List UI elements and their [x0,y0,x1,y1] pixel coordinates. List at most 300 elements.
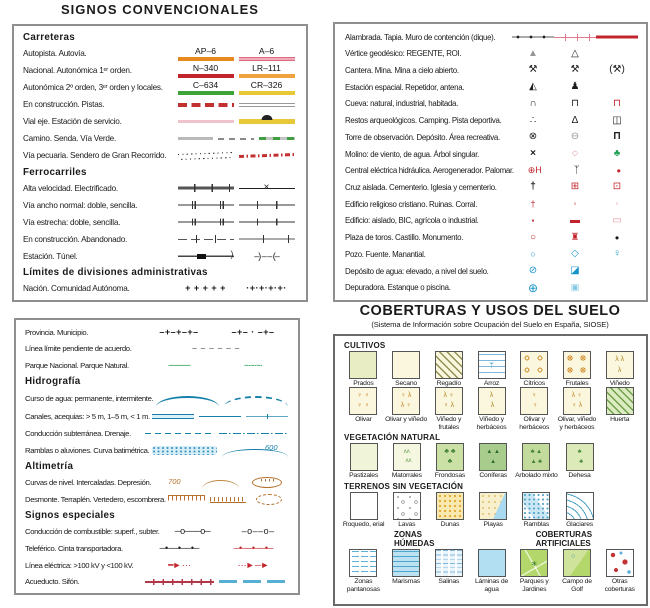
coverage-cell [342,351,385,387]
edificio-aislado-symbol: ▪ [531,216,535,226]
legend-row [23,282,297,296]
coverages-subtitle: (Sistema de Información sobre Ocupación del Suelo en España, SIOSE) [371,320,609,329]
legend-label: Nacional. Autonómica 1ᵉʳ orden. [23,66,132,76]
legend-row [25,525,290,539]
palomar-symbol: ● [616,166,622,175]
legend-symbols [175,218,297,226]
coverage-tile-row [342,351,641,387]
legend-row [25,426,290,440]
muro-icon [596,34,638,40]
tile-secano-swatch [392,351,420,379]
edificio-religioso-symbol: † [530,198,536,209]
tile-label: Roquedo, erial [342,520,385,528]
tile-label: Olivar [355,416,372,424]
legend-symbols [175,64,297,78]
road-a-symbol [239,47,295,61]
restos-arqueologicos-symbol: ∴ [529,114,537,126]
legend-symbols [175,47,297,61]
road-ap-symbol [178,47,234,61]
cond-subt-symbol [145,433,214,435]
senda-symbol [218,138,254,140]
corral-symbol: ▫ [615,199,619,209]
tile-label: Cítricos [523,380,545,387]
tile-ramblas-swatch [522,492,550,520]
servicio-icon [239,119,295,124]
pecuaria-symbol [178,152,234,160]
coverage-cell [342,387,385,431]
legend-row [23,64,297,78]
tapia-symbol [554,34,596,41]
road-number-label: AP–6 [194,45,217,56]
lim-ca-symbol: ·+·+·+·+· [246,283,287,294]
road-cr-symbol [239,81,295,95]
tile-label: Frondosas [434,472,466,480]
legend-row [345,180,638,194]
tile-pastizales-swatch [350,443,378,471]
ffcc-sencilla-e-icon [239,219,295,226]
tile-otras-swatch [606,549,634,577]
legend-symbols [166,494,290,505]
road-n-symbol [178,64,234,78]
legend-symbols [512,249,638,259]
terraplen-symbol [210,495,246,503]
ffcc-constr-icon [178,235,234,243]
curva-inter-symbol [200,476,241,489]
legend-row [25,342,290,356]
legend-row [345,30,638,44]
legend-label: Vía pecuaria. Sendero de Gran Recorrido. [23,151,167,161]
manantial-symbol: ♀ [613,248,621,260]
camping-symbol: Δ [571,114,579,126]
teleferico-symbol: ─•──•──•─ [159,542,199,553]
legend-symbols [175,201,297,209]
tile-olivar-herb-swatch [520,387,548,415]
legend-row [25,475,290,489]
tile-huerta-swatch [606,387,634,415]
legend-row [25,391,290,407]
legend-label: Depósito de agua: elevado, a nivel del suelo. [345,266,489,276]
torre-observacion-symbol: ⊗ [528,131,538,143]
road-number-label: C–634 [192,79,219,90]
molino-agua-symbol: ◌ [572,148,578,160]
legend-symbols [153,391,290,407]
coverage-cell [470,549,513,593]
legend-label: Ramblas o aluviones. Curva batimétrica. [25,445,150,455]
mina-symbol: ⚒ [570,64,580,76]
vertice-regente-symbol: ▲ [528,47,538,59]
legend-symbols [142,433,290,435]
section-header: Signos especiales [25,509,116,521]
legend-row [345,147,638,161]
mina-cielo-symbol: (⚒) [609,64,625,76]
estanque-piscina-symbol: ▣ [570,282,580,293]
ffcc-doble-icon [178,201,234,209]
legend-row [23,232,297,246]
tile-label: Salinas [438,578,460,586]
deposito-symbol: ⊖ [570,131,580,143]
coverage-cell [513,387,556,431]
curva-nivel-symbol [154,477,195,487]
tile-prados-swatch [349,351,377,379]
legend-row [23,98,297,112]
vertedero-icon [256,494,282,505]
coverages-title-block [330,303,650,329]
legend-symbols [512,82,638,92]
canal5-icon [152,414,194,419]
coverage-cell [556,351,599,387]
tile-label: Coníferas [479,472,507,480]
coverage-cell [428,443,471,479]
tile-label: Zonas pantanosas [346,578,380,593]
legend-label: Conducción de combustible: superf., subter. [25,527,160,537]
pista-icon [239,103,295,108]
legend-label: Vértice geodésico: REGENTE, ROI. [345,49,462,59]
ffcc-sencilla-symbol [239,201,295,209]
coverage-cell [472,443,515,479]
legend-row [25,410,290,424]
legend-row [345,164,638,178]
legend-row [23,132,297,146]
panel-hidrografia-altimetria [14,318,300,595]
coverage-cell [427,549,470,593]
legend-label: Plaza de toros. Castillo. Monumento. [345,233,464,243]
coverage-cell [515,443,558,479]
section-header: Ferrocarriles [23,166,87,178]
tile-laminas-swatch [478,549,506,577]
linea-electrica-baja-symbol: ⋯► ─► [237,559,269,570]
legend-label: Teleférico. Cinta transportadora. [25,543,123,553]
ffcc-doble-e-symbol [178,218,234,226]
legend-symbols [175,184,297,192]
parque-natural-symbol: --·--·--· [244,359,262,370]
legend-label: Torre de observación. Depósito. Área recreativa. [345,132,500,142]
gr-icon [238,153,294,158]
tile-glaciares-swatch [566,492,594,520]
road-cr [239,81,295,95]
legend-label: Conducción subterránea. Drenaje. [25,428,131,438]
combustible-sup-symbol: ─o───o─ [174,526,210,537]
ffcc-estacion-symbol [178,252,234,260]
coverage-cell [342,443,385,479]
legend-symbols [175,81,297,95]
tile-label: Dunas [440,520,460,528]
tile-label: Secano [395,380,417,387]
ffcc-tunel-symbol: –) – – (– [254,250,279,261]
legend-row [23,198,297,212]
legend-row [25,541,290,555]
legend-row [25,358,290,372]
road-a [239,47,295,61]
coverage-cell [342,549,385,593]
terraplen-icon [210,495,246,503]
road-c-symbol [178,81,234,95]
tile-olivar-swatch [349,387,377,415]
legend-label: Alta velocidad. Electrificado. [23,183,118,193]
pista-symbol [239,103,295,108]
coverage-tile-row [342,549,641,593]
road-number-label: CR–326 [250,79,283,90]
tile-label: Olivar, viñedo y herbáceos [557,416,597,431]
road-c [178,81,234,95]
desmonte-symbol [168,495,204,503]
tile-label: Marismas [392,578,420,586]
legend-row [25,558,290,572]
tile-label: Olivar y herbáceos [519,416,550,431]
legend-symbols [142,361,290,370]
legend-symbols [175,252,297,261]
tile-pantanosas-swatch [349,549,377,577]
ruinas-symbol: ▫ [573,199,577,209]
legend-symbols [512,49,638,59]
canal1-symbol [246,416,288,417]
coverage-tile-row [342,492,641,528]
legend-row [345,63,638,77]
legend-symbols [512,116,638,126]
ffcc-av-icon [178,184,234,192]
road-number-label: N–340 [192,62,219,73]
legend-symbols [512,149,638,159]
canal1-icon [246,416,288,417]
legend-label: Desmonte. Terraplén. Vertedero, escombrera. [25,494,166,504]
ffcc-sencilla-icon [239,201,295,209]
legend-row [345,231,638,245]
pozo-symbol: ○ [530,248,536,259]
tile-label: Frutales [565,380,589,387]
ffcc-elec-symbol [239,184,295,192]
tile-frutales-swatch [563,351,591,379]
road-cr-bar-icon [239,91,295,96]
legend-label: Vía estrecha: doble, sencilla. [23,217,121,227]
tile-label: Otras coberturas [604,578,635,593]
tile-label: Arbolado mixto [515,472,558,480]
legend-symbols [512,34,638,41]
parque-nacional-symbol: ----------- [168,359,190,370]
legend-symbols [512,282,638,294]
road-number-label: A–6 [258,45,275,56]
camino-symbol [178,137,214,140]
coverage-cell [385,351,428,387]
legend-row [25,325,290,339]
legend-symbols [175,137,297,140]
tile-label: Olivar y viñedo [385,416,428,424]
alambrada-icon [512,34,554,40]
vertice-roi-symbol: △ [571,47,579,59]
castillo-symbol: ♜ [570,231,580,243]
coverage-cell [385,443,428,479]
coverage-cell [556,387,599,431]
coverage-cell [427,387,470,431]
monumento-symbol: ● [614,232,620,242]
coverage-cell [385,492,428,528]
coverage-cell [558,443,601,479]
vertedero-symbol [251,494,287,505]
tile-label: Playas [483,520,503,528]
molino-viento-symbol: × [530,148,536,160]
curva-nivel-icon [154,477,195,487]
coverage-cell [385,549,428,593]
servicio-symbol [239,119,295,124]
senda-icon [218,138,254,140]
batimetrica-symbol [222,444,287,457]
panel-simbolos-puntuales [333,22,648,302]
depuradora-symbol: ⊕ [527,280,539,295]
legend-row [345,114,638,128]
coverage-section-header: TERRENOS SIN VEGETACIÓN [344,481,464,491]
coverage-cell [470,387,513,431]
coverage-cell [513,351,556,387]
tile-vinedo-swatch [606,351,634,379]
tile-label: Arroz [483,380,500,387]
coverages-title: COBERTURAS Y USOS DEL SUELO [359,303,621,319]
legend-row [23,249,297,263]
fuente-symbol: ◇ [571,248,579,260]
section-header: Altimetría [25,460,74,472]
cueva-industrial-symbol: ⊓ [571,97,579,109]
legend-row [23,47,297,61]
legend-row [345,130,638,144]
legend-symbols [160,527,290,536]
legend-row [345,281,638,295]
edificio-agricola-symbol: ▭ [612,214,622,226]
plaza-toros-symbol: ○ [529,231,537,243]
road-lr [239,64,295,78]
legend-label: Pozo. Fuente. Manantial. [345,249,426,259]
legend-label: Línea eléctrica: >100 kV y <100 kV. [25,560,134,570]
construccion-symbol [178,103,234,108]
vial-eje-symbol [178,120,234,123]
tile-coniferas-swatch [479,443,507,471]
legend-symbols [175,284,297,293]
legend-label: Provincia. Municipio. [25,327,89,337]
tile-label: Parques y Jardines [519,578,549,593]
central-hidraulica-symbol: ⊕H [527,165,542,176]
tapia-icon [554,34,596,41]
legend-row [23,181,297,195]
canal15-icon [199,416,241,418]
legend-row [23,149,297,163]
cueva-habitada-symbol: ⊓ [613,97,621,109]
coverage-cell [427,351,470,387]
road-n-bar-icon [178,74,234,79]
canal5-symbol [152,414,194,419]
legend-row [345,47,638,61]
tile-frondosas-swatch [436,443,464,471]
legend-symbols [175,235,297,243]
coverage-section-header: COBERTURAS ARTIFICIALES [535,530,593,549]
legend-symbols [512,99,638,109]
ffcc-doble-symbol [178,201,234,209]
cementerio-symbol: ⊞ [570,181,580,193]
panel-coberturas-suelo [333,334,648,606]
cruz-aislada-symbol: † [530,181,536,193]
cond-subt-icon [145,433,214,435]
tile-label: Pastizales [349,472,379,480]
legend-label: Acueducto. Sifón. [25,577,80,587]
road-a-bar-icon [239,57,295,62]
coverage-cell [556,549,599,593]
coverage-cell [598,387,641,431]
ffcc-doble-e-icon [178,219,234,226]
acueducto-symbol [145,579,214,585]
legend-label: Edificio religioso cristiano. Ruinas. Corral. [345,199,478,209]
coverage-section-header: CULTIVOS [344,341,386,350]
coverage-cell [515,492,558,528]
via-verde-icon [259,137,295,140]
tile-arbolado-swatch [522,443,550,471]
ramblas-sym-icon [152,446,217,455]
coverage-cell [472,492,515,528]
road-ap-bar-icon [178,57,234,62]
tile-vinedo-frutales-swatch [435,387,463,415]
coverage-cell [342,492,385,528]
arbol-singular-symbol: ♣ [613,148,621,160]
ffcc-estacion-icon [178,252,234,260]
legend-label: Molino: de viento, de agua. Árbol singular. [345,149,480,159]
construccion-icon [178,103,234,108]
gr-symbol [239,154,295,157]
sifon-symbol [219,580,288,583]
legend-symbols [512,132,638,142]
batimetrica-icon [222,444,287,457]
tile-citricos-swatch [520,351,548,379]
legend-label: Parque Nacional. Parque Natural. [25,360,129,370]
coverage-dual-header [342,528,641,549]
acueducto-icon [145,579,214,585]
road-n [178,64,234,78]
tile-roquedo-swatch [350,492,378,520]
legend-symbols [142,344,290,353]
tile-label: Dehesa [568,472,591,480]
legend-label: Central eléctrica hidráulica. Aerogenerador. Palomar. [345,166,514,176]
lim-provincia-symbol: –+–+–+– [159,326,199,337]
tile-dehesa-swatch [566,443,594,471]
lim-municipio-symbol: –+– · –+– [231,326,275,337]
camino-icon [178,137,214,140]
tile-label: Huerta [610,416,630,424]
legend-row [345,264,638,278]
muro-symbol [596,34,638,40]
legend-symbols [142,544,290,553]
via-verde-symbol [259,137,295,140]
cinta-transportadora-symbol: ─•──•──•─ [233,542,273,553]
legend-label: Curvas de nivel. Intercaladas. Depresión. [25,477,152,487]
lim-pendiente-symbol: – – – – – – [191,343,241,354]
legend-symbols [512,200,638,209]
tile-label: Láminas de agua [474,578,509,593]
tile-arroz-swatch [478,351,506,379]
legend-label: Alambrada. Tapia. Muro de contención (dique). [345,32,496,42]
tile-label: Prados [353,380,374,387]
tile-playas-swatch [479,492,507,520]
coverage-section-header: ZONAS HÚMEDAS [394,530,435,549]
legend-row [345,97,638,111]
legend-label: Cantera. Mina. Mina a cielo abierto. [345,65,459,75]
curva-inter-icon [202,480,238,489]
road-c-bar-icon [178,91,234,96]
panel-carreteras-ferrocarriles [12,24,308,302]
legend-symbols [512,266,638,276]
tile-label: Viñedo [609,380,630,387]
ffcc-aband-symbol [239,235,295,243]
legend-label: Canales, acequias: > 5 m, 1–5 m, < 1 m. [25,412,150,422]
legend-row [23,115,297,129]
tile-matorrales-swatch [393,443,421,471]
lim-nacion-symbol: + + + + + [185,283,226,294]
coverage-cell [598,549,641,593]
legend-label: En construcción. Pistas. [23,100,105,110]
tile-lavas-swatch [393,492,421,520]
tile-dunas-swatch [436,492,464,520]
